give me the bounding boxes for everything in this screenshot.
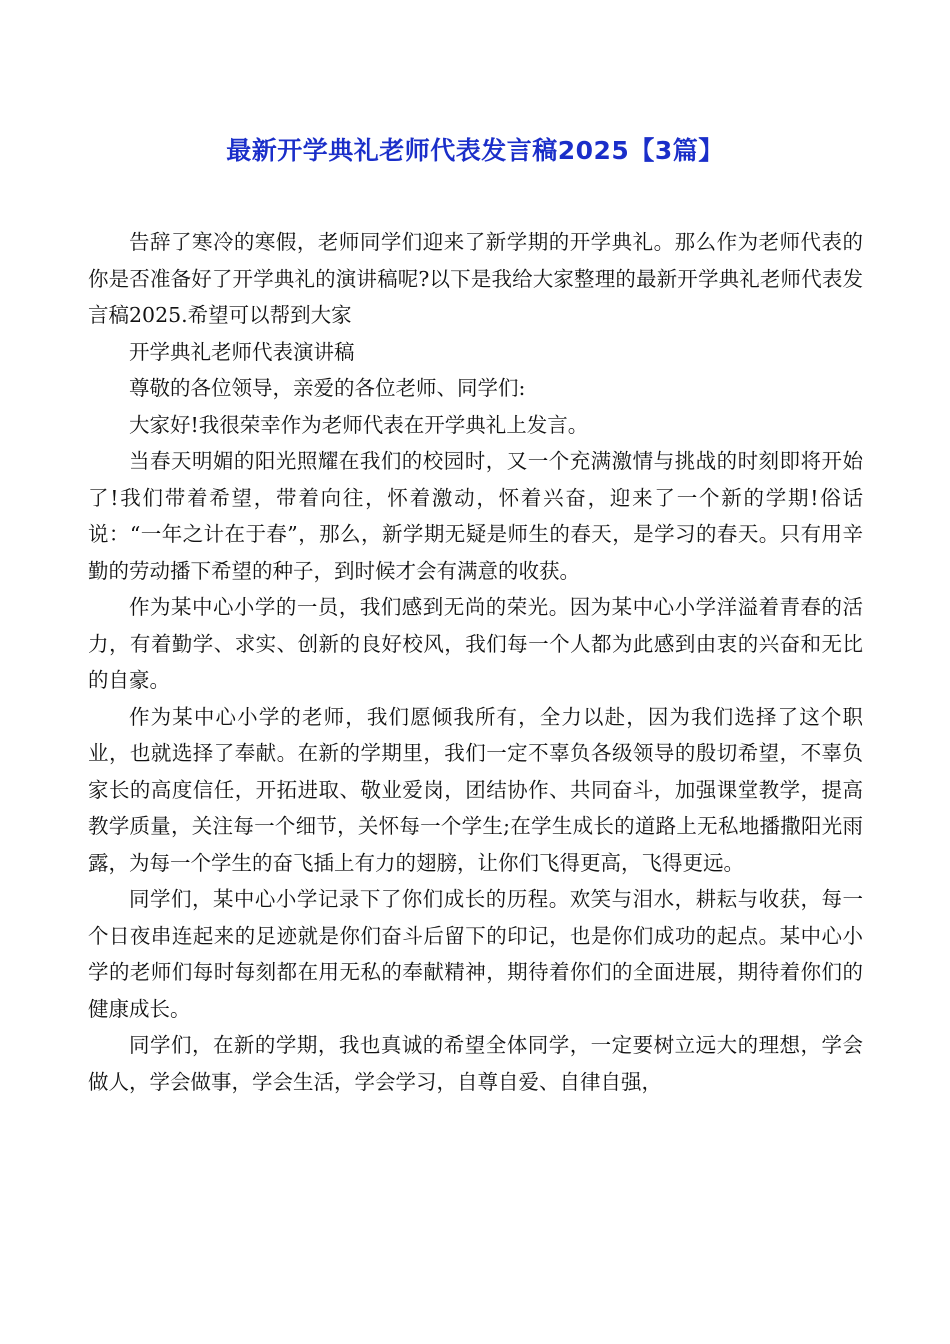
document-body [88, 224, 863, 1100]
paragraph-heading: 开学典礼老师代表演讲稿 [129, 339, 355, 364]
paragraph-intro: 告辞了寒冷的寒假，老师同学们迎来了新学期的开学典礼。那么作为老师代表的你是否准备好了开学典礼的演讲稿呢?以下是我给大家整理的最新开学典礼老师代表发言稿2025.希望可以帮到大家 [88, 230, 863, 327]
paragraph-salutation: 尊敬的各位领导，亲爱的各位老师、同学们: [129, 376, 526, 400]
paragraph-body: 同学们，在新的学期，我也真诚的希望全体同学，一定要树立远大的理想，学会做人，学会做事，学会生活，学会学习，自尊自爱、自律自强， [88, 1033, 863, 1094]
document-title: 最新开学典礼老师代表发言稿2025【3篇】 [226, 136, 724, 165]
paragraph-greeting: 大家好!我很荣幸作为老师代表在开学典礼上发言。 [129, 412, 589, 437]
paragraph-body: 当春天明媚的阳光照耀在我们的校园时，又一个充满激情与挑战的时刻即将开始了!我们带着希望，带着向往，怀着激动，怀着兴奋，迎来了一个新的学期!俗话说：“一年之计在于春”，那么，新学期无疑是师生的春天，是学习的春天。只有用辛勤的劳动播下希望的种子，到时候才会有满意的收获。 [88, 449, 863, 583]
paragraph-body: 同学们，某中心小学记录下了你们成长的历程。欢笑与泪水，耕耘与收获，每一个日夜串连起来的足迹就是你们奋斗后留下的印记，也是你们成功的起点。某中心小学的老师们每时每刻都在用无私的奉献精神，期待着你们的全面进展，期待着你们的健康成长。 [88, 887, 863, 1021]
paragraph-body: 作为某中心小学的老师，我们愿倾我所有，全力以赴，因为我们选择了这个职业，也就选择了奉献。在新的学期里，我们一定不辜负各级领导的殷切希望，不辜负家长的高度信任，开拓进取、敬业爱岗，团结协作、共同奋斗，加强课堂教学，提高教学质量，关注每一个细节，关怀每一个学生;在学生成长的道路上无私地播撒阳光雨露，为每一个学生的奋飞插上有力的翅膀，让你们飞得更高，飞得更远。 [88, 704, 863, 875]
paragraph-body: 作为某中心小学的一员，我们感到无尚的荣光。因为某中心小学洋溢着青春的活力，有着勤学、求实、创新的良好校风，我们每一个人都为此感到由衷的兴奋和无比的自豪。 [88, 595, 863, 692]
